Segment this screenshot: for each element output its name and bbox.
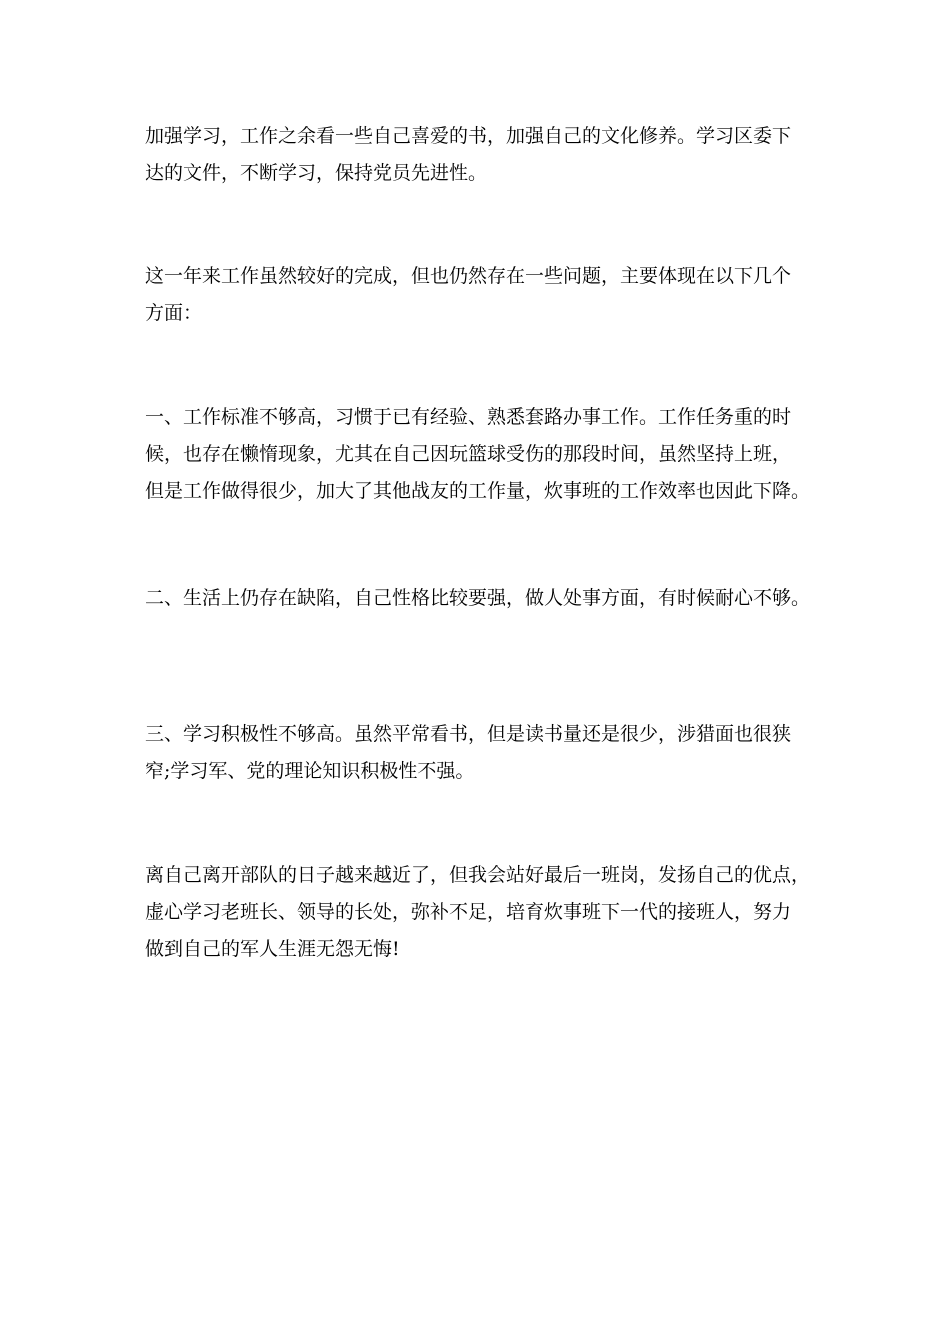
- paragraph-line: 二、生活上仍存在缺陷，自己性格比较要强，做人处事方面，有时候耐心不够。: [145, 587, 811, 609]
- paragraph-line: 窄;学习军、党的理论知识积极性不强。: [145, 760, 475, 782]
- paragraph-line: 但是工作做得很少，加大了其他战友的工作量，炊事班的工作效率也因此下降。: [145, 480, 811, 502]
- paragraph-study: [145, 118, 825, 192]
- paragraph-line: 一、工作标准不够高，习惯于已有经验、熟悉套路办事工作。工作任务重的时: [145, 406, 792, 428]
- paragraph-problems-intro: [145, 258, 825, 332]
- paragraph-line: 离自己离开部队的日子越来越近了，但我会站好最后一班岗，发扬自己的优点，: [145, 864, 811, 886]
- paragraph-line: 方面：: [145, 302, 203, 324]
- paragraph-line: 这一年来工作虽然较好的完成，但也仍然存在一些问题，主要体现在以下几个: [145, 265, 792, 287]
- paragraph-problem-one: [145, 399, 825, 510]
- paragraph-line: 做到自己的军人生涯无怨无悔!: [145, 938, 400, 960]
- paragraph-problem-two: [145, 580, 825, 617]
- paragraph-line: 候，也存在懒惰现象，尤其在自己因玩篮球受伤的那段时间，虽然坚持上班，: [145, 443, 792, 465]
- paragraph-line: 达的文件，不断学习，保持党员先进性。: [145, 162, 488, 184]
- paragraph-conclusion: [145, 857, 825, 968]
- paragraph-problem-three: [145, 716, 825, 790]
- paragraph-line: 三、学习积极性不够高。虽然平常看书，但是读书量还是很少，涉猎面也很狭: [145, 723, 792, 745]
- paragraph-line: 加强学习，工作之余看一些自己喜爱的书，加强自己的文化修养。学习区委下: [145, 125, 792, 147]
- paragraph-line: 虚心学习老班长、领导的长处，弥补不足，培育炊事班下一代的接班人，努力: [145, 901, 792, 923]
